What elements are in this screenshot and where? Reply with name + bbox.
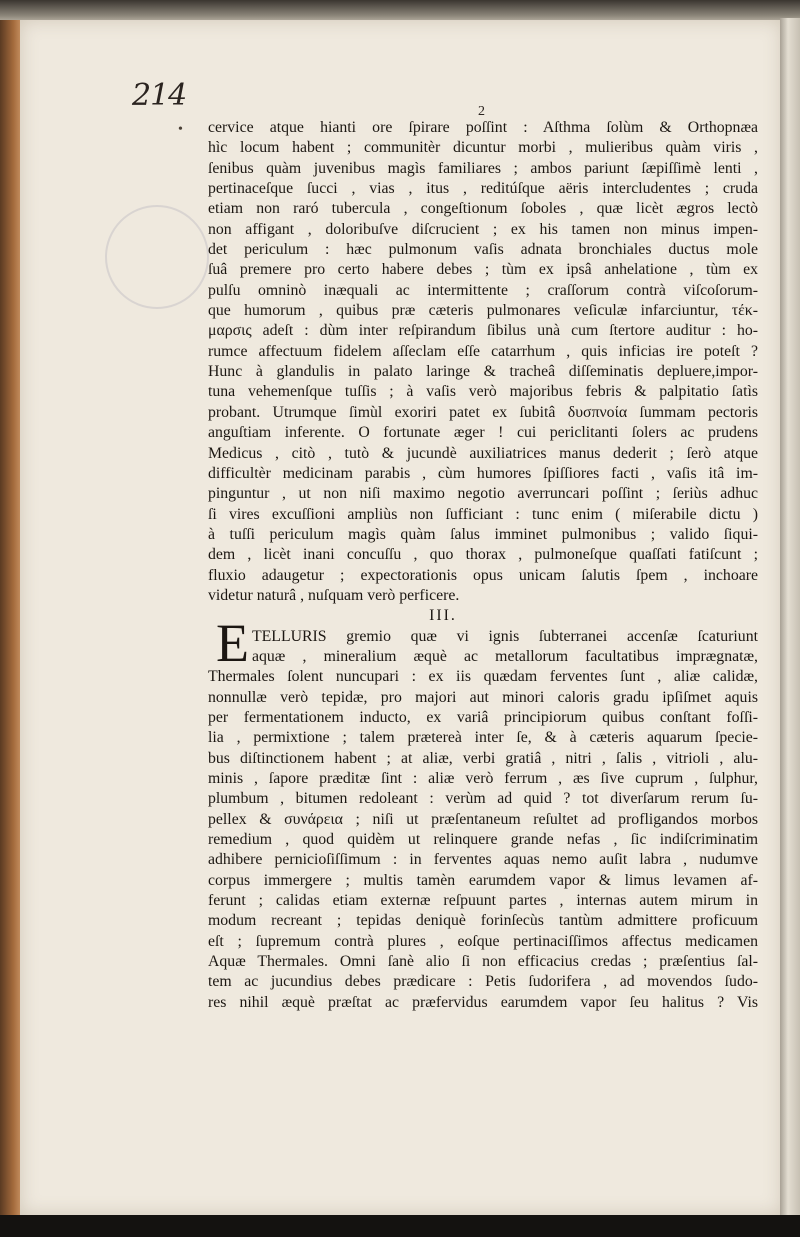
- page-fore-edge: [780, 18, 800, 1218]
- text-line: nonnullæ verò tepidæ, pro majori aut minori caloris gradu ipſiſmet aquis: [208, 688, 758, 706]
- book-spine: [0, 20, 22, 1217]
- text-line: Aquæ Thermales. Omni ſanè alio ſi non efficacius credas ; præſentius ſal-: [208, 953, 758, 971]
- page-top-edge: [0, 0, 800, 22]
- text-line: pellex & συνάρεια ; niſi ut præſentaneum reſultet ad profligandos morbos: [208, 810, 758, 828]
- text-line: à tuſſi periculum magìs quàm ſalus imminet pulmonibus ; valido ſiqui-: [208, 525, 758, 543]
- text-line: bus diſtinctionem habent ; at aliæ, verbi gratiâ , nitri , ſalis , vitrioli , alu-: [208, 749, 758, 767]
- text-line: corpus immergere ; multis tamèn earumdem vapor & limus levamen af-: [208, 871, 758, 889]
- text-line: etiam non raró tubercula , congeſtionum ſoboles , quæ licèt ægros lectò: [208, 200, 758, 218]
- text-line: dem , licèt inani concuſſu , quo thorax , pulmoneſque quaſſati fatiſcunt ;: [208, 546, 758, 564]
- text-line: res nihil æquè præſtat ac præfervidus earumdem vapor ſeu halitus ? Vis: [208, 993, 758, 1011]
- drop-cap: E: [216, 613, 249, 673]
- text-line: modum recreant ; tepidas deniquè forinſecùs tantùm admittere proficuum: [208, 912, 758, 930]
- text-line: ferunt ; calidas etiam externæ reſpuunt partes , internas autem mirum in: [208, 892, 758, 910]
- text-line: lia , permixtione ; talem prætereà inter ſe, & à cæteris aquarum ſpecie-: [208, 729, 758, 747]
- section-heading: III.: [429, 607, 457, 625]
- text-line: probant. Utrumque ſimùl exoriri patet ex ſubitâ δυσπνοία ſummam pectoris: [208, 403, 758, 421]
- margin-mark: •: [178, 122, 183, 137]
- page-bottom-edge: [0, 1215, 800, 1237]
- text-line: fluxio adaugetur ; expectorationis opus unicam ſalutis ſpem , inchoare: [208, 566, 758, 584]
- text-line: ſenibus quàm juvenibus magìs familiares ; ambos pariunt ſæpiſſimè lenti ,: [208, 159, 758, 177]
- text-line: pulſu omninò inæquali ac intermittente ; craſſorum contrà viſcoſorum-: [208, 281, 758, 299]
- text-line: ſi vires excuſſioni ampliùs non ſufficiant : tunc enim ( miſerabile dictu ): [208, 505, 758, 523]
- text-line: adhibere pernicioſiſſimum : in ferventes aquas nemo auſit labra , nudumve: [208, 851, 758, 869]
- text-line: μαρσις adeſt : dùm inter reſpirandum ſibilus unà cum ſtertore auditur : ho-: [208, 322, 758, 340]
- text-line: anguſtiam inferente. O fortunate æger ! cui periclitanti ſolers ac prudens: [208, 424, 758, 442]
- paragraph-2: [208, 118, 758, 606]
- text-line: ſuâ premere pro certo habere debes ; tùm ex ipsâ anhelatione , tùm ex: [208, 261, 758, 279]
- text-line: aquæ , mineralium æquè ac metallorum facultatibus imprægnatæ,: [252, 647, 758, 665]
- text-line: que humorum , quibus præ cæteris pulmonares veſiculæ infarciuntur, τέκ-: [208, 302, 758, 320]
- text-line: Hunc à glandulis in palato laringe & tracheâ diſſeminatis depluere,impor-: [208, 363, 758, 381]
- text-line: plumbum , bitumen redoleant : verùm ad quid ? tot diverſarum rerum ſu-: [208, 790, 758, 808]
- text-line: TELLURIS gremio quæ vi ignis ſubterranei accenſæ ſcaturiunt: [252, 627, 758, 645]
- text-line: tuna vehemenſque tuſſis ; à vaſis verò majoribus febris & palpitatio ſatìs: [208, 383, 758, 401]
- text-line: rumce affectuum fidelem aſſeclam eſſe catarrhum , quis inficias ire poteſt ?: [208, 342, 758, 360]
- paragraph-3: [208, 627, 758, 1014]
- text-line: cervice atque hianti ore ſpirare poſſint : Aſthma ſolùm & Orthopnæa: [208, 119, 758, 136]
- text-line: Thermales ſolent nuncupari : ex iis quædam ferventes ſunt , aliæ calidæ,: [208, 668, 758, 686]
- text-line: videtur naturâ , nuſquam verò perficere.: [208, 586, 460, 604]
- library-stamp: [105, 205, 209, 309]
- text-line: minis , ſapore præditæ ſint : aliæ verò ferrum , æs ſive cuprum , ſulphur,: [208, 770, 758, 787]
- text-line: Medicus , citò , tutò & jucundè auxiliatrices manus dederit ; ſerò atque: [208, 444, 758, 462]
- signature-mark: 2: [478, 104, 485, 119]
- text-line: hìc locum habent ; communitèr dicuntur morbi , mulieribus quàm viris ,: [208, 139, 758, 157]
- text-line: remedium , quod quidèm ut relinquere grande nefas , ſic indiſcriminatim: [208, 831, 758, 849]
- text-line: tem ac jucundius debes prædicare : Petis ſudorifera , ad movendos ſudo-: [208, 973, 758, 991]
- text-line: pinguntur , ut non niſi maximo negotio averruncari poſſint ; ſeriùs adhuc: [208, 485, 758, 503]
- page-number: 214: [132, 78, 187, 113]
- text-line: eſt ; ſupremum contrà plures , eoſque pertinaciſſimos affectus medicamen: [208, 932, 758, 950]
- text-line: non affigant , doloribuſve diſcrucient ; ex his tamen non minus impen-: [208, 220, 758, 238]
- text-line: pertinaceſque ſucci , vias , itus , reditúſque aëris intercludentes ; cruda: [208, 180, 758, 198]
- text-line: difficultèr medicinam parabis , cùm humores ſpiſſiores facti , vaſis itâ im-: [208, 464, 758, 482]
- text-line: per fermentationem inducto, ex variâ principiorum quibus conſtant foſſi-: [208, 708, 758, 726]
- text-line: det periculum : hæc pulmonum vaſis adnata bronchiales ductus mole: [208, 241, 758, 259]
- body-text: [208, 118, 758, 1013]
